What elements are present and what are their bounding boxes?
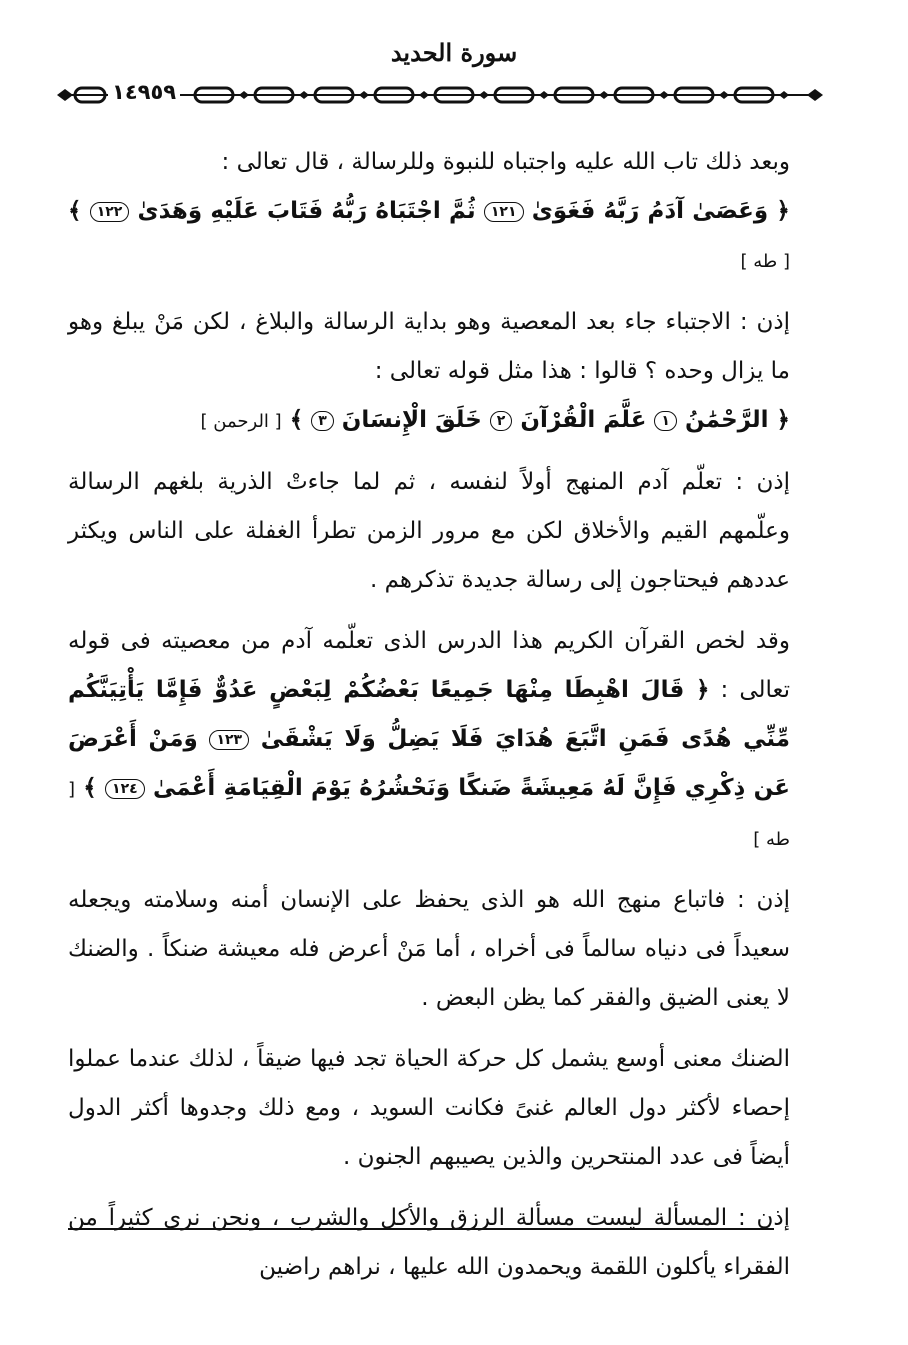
page-body — [68, 138, 790, 1304]
paragraph-7 — [68, 1194, 790, 1292]
ayah-number: ١٢٤ — [105, 779, 145, 799]
paragraph-5 — [68, 876, 790, 1023]
quran-verse: ﴿ وَعَصَىٰ آدَمُ رَبَّهُ فَغَوَىٰ ١٢١ ثُمَّ اجْتَبَاهُ رَبُّهُ فَتَابَ عَلَيْهِ وَهَدَىٰ ١٢٢ ﴾ — [68, 198, 790, 224]
ayah-number: ١٢٢ — [90, 202, 130, 222]
paragraph-text: إذن : الاجتباء جاء بعد المعصية وهو بداية الرسالة والبلاغ ، لكن مَنْ يبلغ وهو ما يزال وحده ؟ قالوا : هذا مثل قوله تعالى : — [68, 309, 790, 384]
paragraph-text: الضنك معنى أوسع يشمل كل حركة الحياة تجد فيها ضيقاً ، لذلك عندما عملوا إحصاء لأكثر دول العالم غنىً فكانت السويد ، ومع ذلك وجدوها أكثر الدول أيضاً فى عدد المنتحرين والذين يصيبهم الجنون . — [68, 1046, 790, 1170]
footer-divider — [68, 1228, 774, 1230]
paragraph-text: وبعد ذلك تاب الله عليه واجتباه للنبوة وللرسالة ، قال تعالى : — [221, 149, 790, 175]
ayah-number: ٢ — [490, 411, 513, 431]
quran-verse: ﴿ قَالَ اهْبِطَا مِنْهَا جَمِيعًا بَعْضُكُمْ لِبَعْضٍ عَدُوٌّ فَإِمَّا يَأْتِيَنَّكُم مِّنِّي هُدًى فَمَنِ اتَّبَعَ هُدَايَ فَلَا يَضِلُّ وَلَا يَشْقَىٰ ١٢٣ وَمَنْ أَعْرَضَ عَن ذِكْرِي فَإِنَّ لَهُ مَعِيشَةً ضَنكًا وَنَحْشُرُهُ يَوْمَ الْقِيَامَةِ أَعْمَىٰ ١٢٤ ﴾ — [68, 677, 791, 801]
paragraph-4 — [68, 617, 790, 864]
verse-reference: [ طه ] — [68, 779, 790, 850]
paragraph-text: إذن : تعلّم آدم المنهج أولاً لنفسه ، ثم لما جاءتْ الذرية بلغهم الرسالة وعلّمهم القيم والأخلاق لكن مع مرور الزمن تطرأ الغفلة على الناس ويكثر عددهم فيحتاجون إلى رسالة جديدة تذكرهم . — [68, 469, 790, 593]
paragraph-3 — [68, 458, 790, 605]
paragraph-text: وقد لخص القرآن الكريم هذا الدرس الذى تعلّمه آدم من معصيته فى قوله تعالى : — [68, 628, 791, 703]
ayah-number: ١ — [654, 411, 677, 431]
surah-title: سورة الحديد — [390, 38, 518, 67]
paragraph-1 — [68, 138, 790, 286]
paragraph-2 — [68, 298, 790, 446]
paragraph-text: إذن : المسألة ليست مسألة الرزق والأكل والشرب ، ونحن نرى كثيراً من الفقراء يأكلون اللقمة ويحمدون الله عليها ، نراهم راضين — [68, 1205, 790, 1280]
ayah-number: ١٢١ — [484, 202, 524, 222]
verse-reference: [ الرحمن ] — [200, 411, 282, 432]
paragraph-6 — [68, 1035, 790, 1182]
quran-verse: ﴿ الرَّحْمَٰنُ ١ عَلَّمَ الْقُرْآنَ ٢ خَلَقَ الْإِنسَانَ ٣ ﴾ — [289, 407, 790, 433]
page-number: ١٤٩٥٩ — [108, 80, 180, 104]
verse-reference: [ طه ] — [740, 251, 790, 272]
ayah-number: ٣ — [311, 411, 334, 431]
paragraph-text: إذن : فاتباع منهج الله هو الذى يحفظ على الإنسان أمنه وسلامته ويجعله سعيداً فى دنياه سالماً فى أخراه ، أما مَنْ أعرض فله معيشة ضنكاً . والضنك لا يعنى الضيق والفقر كما يظن البعض . — [68, 887, 790, 1011]
ayah-number: ١٢٣ — [209, 730, 249, 750]
